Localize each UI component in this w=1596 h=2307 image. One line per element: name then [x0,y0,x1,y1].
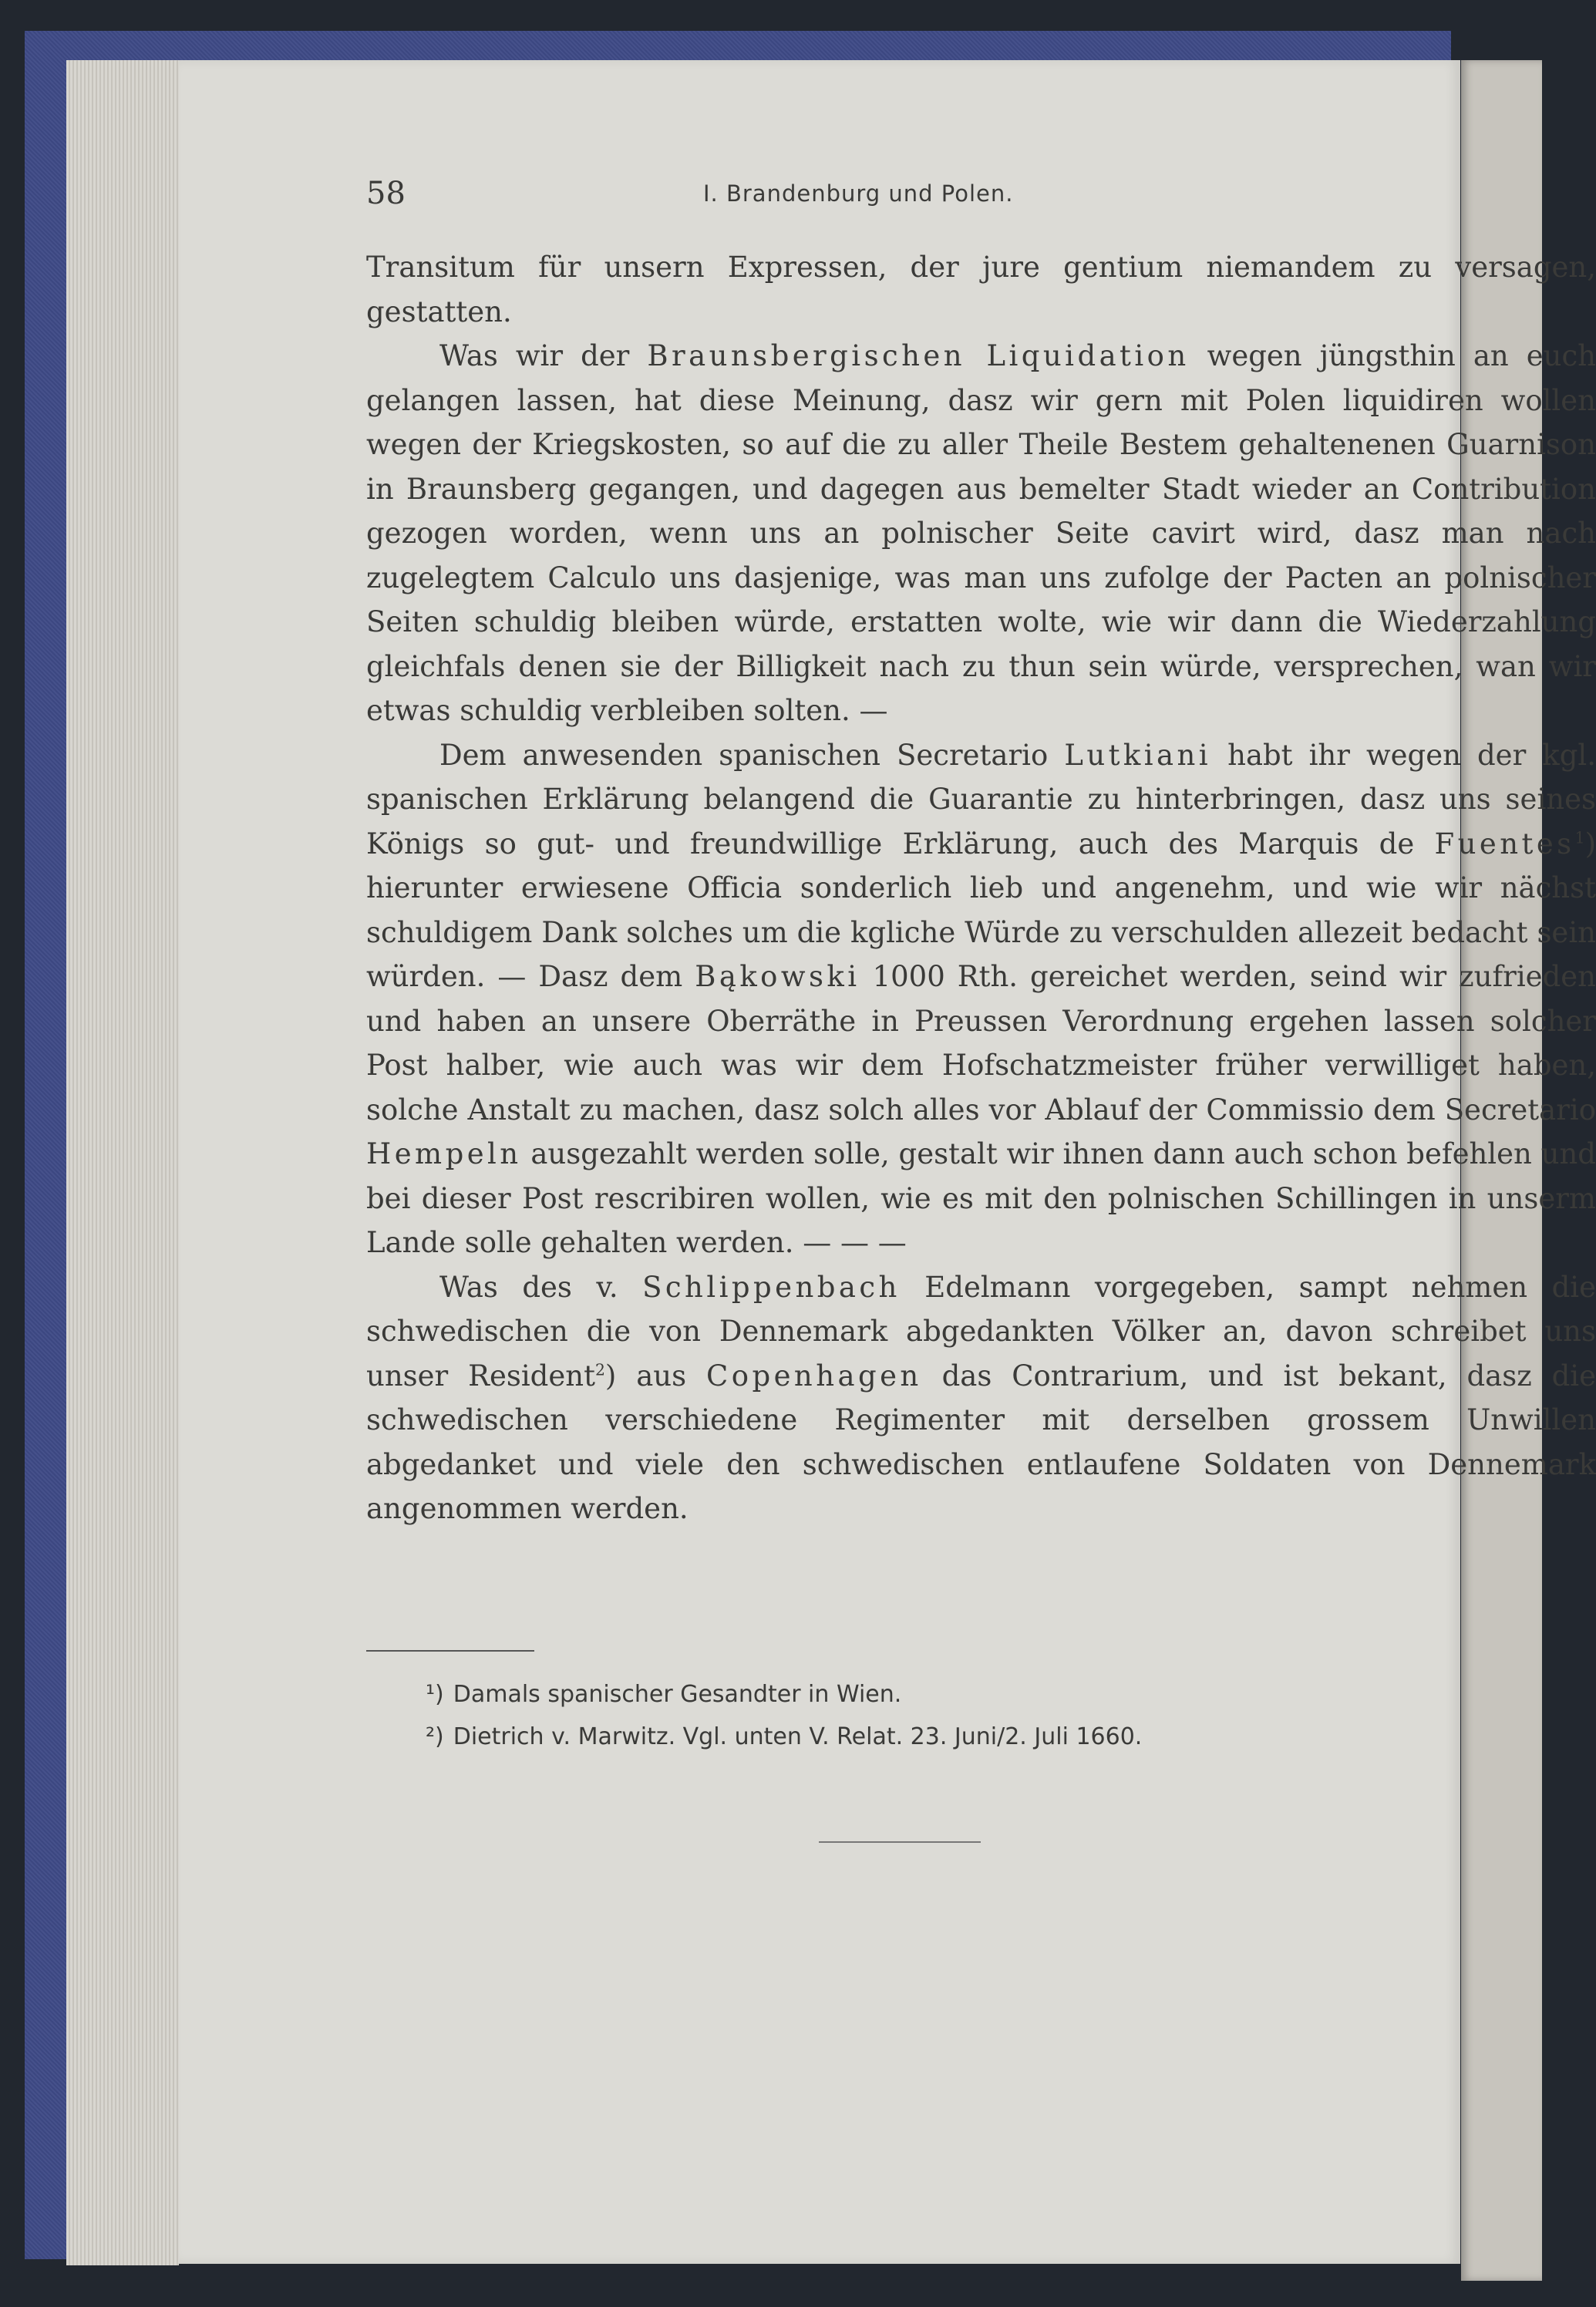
text-run: das Contrarium, und ist bekant, dasz die schwedischen verschiedene Regimenter mit derselben grossem Unwillen abgedanket und viele den schwedischen entlaufene Soldaten von Dennemark angenommen werden. [366,1359,1596,1525]
text-run: habt ihr wegen der kgl. spanischen Erklärung belangend die Guarantie zu hinterbringen, dasz uns seines Königs so gut- und freundwillige Erklärung, auch des Marquis de [366,738,1596,860]
end-rule [819,1841,981,1843]
text-run: ausgezahlt werden solle, gestalt wir ihnen dann auch schon befehlen und bei dieser Post rescribiren wollen, wie es mit den polnischen Schillingen in unserm Lande solle gehalten werden. — — — [366,1137,1596,1259]
running-head-title: I. Brandenburg und Polen. [703,180,1014,207]
footnote-mark: ¹) [426,1681,444,1708]
footnote [426,1716,1505,1758]
footnote-text: Damals spanischer Gesandter in Wien. [453,1681,902,1708]
book-page [179,60,1596,2264]
footnote [426,1673,1505,1716]
spaced-name: Lutkiani [1064,738,1212,772]
text-run: ) hierunter erwiesene Officia sonderlich lieb und angenehm, und wie wir nächst schuldigem Dank solches um die kgliche Würde zu verschulden allezeit bedacht sein würden. — Dasz dem [366,827,1596,993]
paragraph [366,733,1596,1265]
spaced-name: Bąkowski [695,960,860,993]
footnote-ref: 2 [594,1360,605,1379]
running-head [179,176,1460,225]
text-run: Was wir der [439,339,648,372]
paragraph [366,334,1596,733]
footnote-rule [366,1650,534,1652]
page-number: 58 [366,176,406,211]
spaced-name: Schlippenbach [642,1270,901,1304]
paragraph [366,245,1596,334]
text-run: Dem anwesenden spanischen Secretario [439,738,1065,772]
text-run: 1000 Rth. gereichet werden, seind wir zufrieden und haben an unsere Oberräthe in Preussen Verordnung ergehen lassen solcher Post halber, wie auch was wir dem Hofschatzmeister früher verwilliget haben, solche Anstalt zu machen, dasz solch alles vor Ablauf der Commissio dem Secretario [366,960,1596,1127]
body-text [366,245,1596,1531]
page-edges [66,60,179,2265]
spaced-name: Copenhagen [706,1359,922,1393]
footnote-ref: 1 [1574,828,1585,847]
footnote-text: Dietrich v. Marwitz. Vgl. unten V. Relat. 23. Juni/2. Juli 1660. [453,1723,1143,1750]
spaced-name: Fuentes [1434,827,1575,860]
text-run: Transitum für unsern Expressen, der jure gentium niemandem zu versagen, gestatten. [366,251,1596,328]
paragraph [366,1265,1596,1531]
text-run: Edelmann vorgegeben, sampt nehmen die schwedischen die von Dennemark abgedankten Völker an, davon schreibet uns unser Resident [366,1270,1596,1393]
text-run: ) aus [604,1359,706,1393]
footnotes [426,1673,1505,1758]
spaced-name: Braunsbergischen Liquidation [647,339,1190,372]
footnote-mark: ²) [426,1723,444,1750]
spaced-name: Hempeln [366,1137,522,1170]
text-run: wegen jüngsthin an euch gelangen lassen, hat diese Meinung, dasz wir gern mit Polen liquidiren wollen wegen der Kriegskosten, so auf die zu aller Theile Bestem gehaltenenen Guarnison in Braunsberg gegangen, und dagegen aus bemelter Stadt wieder an Contribution gezogen worden, wenn uns an polnischer Seite cavirt wird, dasz man nach zugelegtem Calculo uns dasjenige, was man uns zufolge der Pacten an polnischer Seiten schuldig bleiben würde, erstatten wolte, wie wir dann die Wiederzahlung gleichfals denen sie der Billigkeit nach zu thun sein würde, versprechen, wan wir etwas schuldig verbleiben solten. — [366,339,1596,727]
text-run: Was des v. [439,1270,643,1304]
